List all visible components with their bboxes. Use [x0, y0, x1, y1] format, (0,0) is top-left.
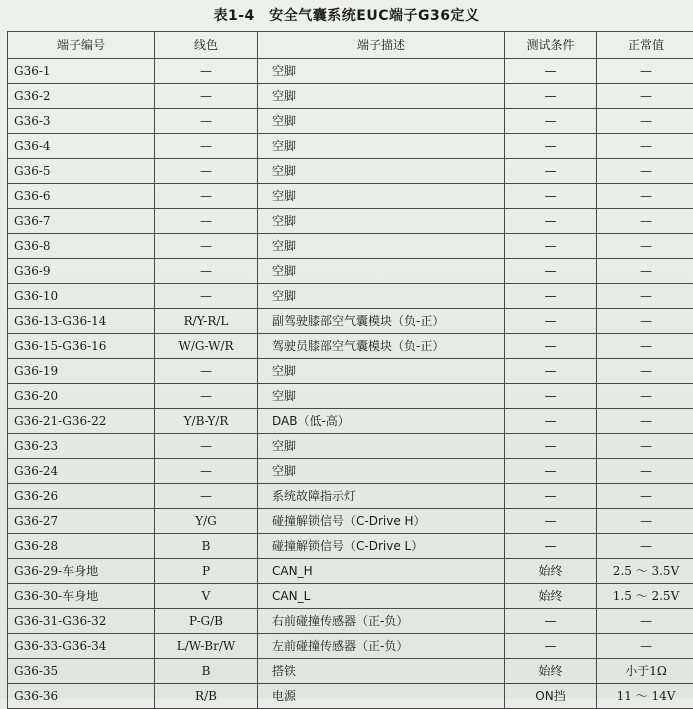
table-row: [8, 509, 693, 534]
wire-color-cell: Y/B-Y/R: [155, 409, 258, 434]
pin-description-cell: 空脚: [258, 284, 505, 309]
table-body: [8, 59, 693, 709]
normal-value-cell: —: [597, 209, 693, 234]
normal-value-cell: —: [597, 484, 693, 509]
table-row: [8, 609, 693, 634]
pin-number-cell: G36-26: [8, 484, 155, 509]
table-row: [8, 334, 693, 359]
wire-color-cell: —: [155, 384, 258, 409]
pin-definition-table: [7, 31, 693, 709]
wire-color-cell: B: [155, 534, 258, 559]
test-condition-cell: —: [505, 534, 597, 559]
table-row: [8, 384, 693, 409]
normal-value-cell: —: [597, 284, 693, 309]
pin-description-cell: 右前碰撞传感器（正-负）: [258, 609, 505, 634]
pin-number-cell: G36-15-G36-16: [8, 334, 155, 359]
table-row: [8, 84, 693, 109]
pin-description-cell: 空脚: [258, 259, 505, 284]
wire-color-cell: R/Y-R/L: [155, 309, 258, 334]
pin-description-cell: 空脚: [258, 234, 505, 259]
normal-value-cell: —: [597, 59, 693, 84]
wire-color-cell: —: [155, 434, 258, 459]
wire-color-cell: —: [155, 59, 258, 84]
wire-color-cell: —: [155, 234, 258, 259]
table-row: [8, 559, 693, 584]
test-condition-cell: —: [505, 334, 597, 359]
table-row: [8, 584, 693, 609]
pin-description-cell: 搭铁: [258, 659, 505, 684]
test-condition-cell: —: [505, 259, 597, 284]
pin-description-cell: 空脚: [258, 459, 505, 484]
pin-description-cell: 电源: [258, 684, 505, 709]
table-row: [8, 309, 693, 334]
wire-color-cell: —: [155, 459, 258, 484]
test-condition-cell: —: [505, 609, 597, 634]
table-row: [8, 109, 693, 134]
pin-description-cell: 空脚: [258, 134, 505, 159]
wire-color-cell: L/W-Br/W: [155, 634, 258, 659]
normal-value-cell: —: [597, 109, 693, 134]
test-condition-cell: —: [505, 109, 597, 134]
pin-number-cell: G36-24: [8, 459, 155, 484]
table-row: [8, 634, 693, 659]
header-pin-number: 端子编号: [8, 32, 155, 59]
table-row: [8, 484, 693, 509]
pin-number-cell: G36-13-G36-14: [8, 309, 155, 334]
test-condition-cell: —: [505, 234, 597, 259]
table-row: [8, 134, 693, 159]
test-condition-cell: —: [505, 484, 597, 509]
test-condition-cell: —: [505, 409, 597, 434]
pin-description-cell: CAN_L: [258, 584, 505, 609]
pin-number-cell: G36-36: [8, 684, 155, 709]
normal-value-cell: —: [597, 459, 693, 484]
pin-description-cell: 空脚: [258, 184, 505, 209]
table-row: [8, 459, 693, 484]
pin-number-cell: G36-33-G36-34: [8, 634, 155, 659]
test-condition-cell: —: [505, 384, 597, 409]
wire-color-cell: P: [155, 559, 258, 584]
normal-value-cell: —: [597, 609, 693, 634]
test-condition-cell: —: [505, 509, 597, 534]
table-row: [8, 684, 693, 709]
wire-color-cell: P-G/B: [155, 609, 258, 634]
pin-description-cell: 空脚: [258, 209, 505, 234]
test-condition-cell: —: [505, 284, 597, 309]
normal-value-cell: 11 ～ 14V: [597, 684, 693, 709]
normal-value-cell: —: [597, 134, 693, 159]
table-row: [8, 159, 693, 184]
test-condition-cell: —: [505, 84, 597, 109]
normal-value-cell: 2.5 ～ 3.5V: [597, 559, 693, 584]
pin-number-cell: G36-4: [8, 134, 155, 159]
pin-description-cell: 空脚: [258, 159, 505, 184]
wire-color-cell: —: [155, 134, 258, 159]
pin-number-cell: G36-31-G36-32: [8, 609, 155, 634]
wire-color-cell: —: [155, 259, 258, 284]
pin-number-cell: G36-10: [8, 284, 155, 309]
table-title: 表1-4 安全气囊系统EUC端子G36定义: [0, 6, 693, 26]
header-pin-description: 端子描述: [258, 32, 505, 59]
pin-description-cell: 左前碰撞传感器（正-负）: [258, 634, 505, 659]
header-normal-value: 正常值: [597, 32, 693, 59]
wire-color-cell: —: [155, 159, 258, 184]
normal-value-cell: —: [597, 159, 693, 184]
test-condition-cell: —: [505, 359, 597, 384]
pin-number-cell: G36-8: [8, 234, 155, 259]
pin-number-cell: G36-19: [8, 359, 155, 384]
pin-description-cell: 碰撞解锁信号（C-Drive L）: [258, 534, 505, 559]
pin-description-cell: 空脚: [258, 384, 505, 409]
test-condition-cell: —: [505, 434, 597, 459]
test-condition-cell: 始终: [505, 559, 597, 584]
pin-number-cell: G36-27: [8, 509, 155, 534]
pin-description-cell: 碰撞解锁信号（C-Drive H）: [258, 509, 505, 534]
pin-number-cell: G36-29-车身地: [8, 559, 155, 584]
pin-number-cell: G36-21-G36-22: [8, 409, 155, 434]
test-condition-cell: —: [505, 634, 597, 659]
wire-color-cell: —: [155, 284, 258, 309]
pin-number-cell: G36-20: [8, 384, 155, 409]
wire-color-cell: W/G-W/R: [155, 334, 258, 359]
pin-number-cell: G36-2: [8, 84, 155, 109]
test-condition-cell: —: [505, 134, 597, 159]
pin-number-cell: G36-9: [8, 259, 155, 284]
normal-value-cell: —: [597, 634, 693, 659]
table-header-row: [8, 32, 693, 59]
wire-color-cell: —: [155, 359, 258, 384]
table-row: [8, 284, 693, 309]
wire-color-cell: Y/G: [155, 509, 258, 534]
test-condition-cell: 始终: [505, 659, 597, 684]
pin-number-cell: G36-6: [8, 184, 155, 209]
wire-color-cell: V: [155, 584, 258, 609]
normal-value-cell: —: [597, 534, 693, 559]
normal-value-cell: —: [597, 309, 693, 334]
table-row: [8, 209, 693, 234]
wire-color-cell: —: [155, 184, 258, 209]
pin-number-cell: G36-5: [8, 159, 155, 184]
test-condition-cell: 始终: [505, 584, 597, 609]
pin-number-cell: G36-1: [8, 59, 155, 84]
table-row: [8, 359, 693, 384]
normal-value-cell: —: [597, 509, 693, 534]
pin-description-cell: 副驾驶膝部空气囊模块（负-正）: [258, 309, 505, 334]
normal-value-cell: —: [597, 334, 693, 359]
test-condition-cell: —: [505, 184, 597, 209]
pin-description-cell: CAN_H: [258, 559, 505, 584]
wire-color-cell: —: [155, 484, 258, 509]
table-row: [8, 534, 693, 559]
normal-value-cell: —: [597, 359, 693, 384]
pin-number-cell: G36-30-车身地: [8, 584, 155, 609]
header-test-condition: 测试条件: [505, 32, 597, 59]
table-row: [8, 59, 693, 84]
wire-color-cell: R/B: [155, 684, 258, 709]
table-row: [8, 259, 693, 284]
table-row: [8, 234, 693, 259]
table-row: [8, 409, 693, 434]
pin-description-cell: 空脚: [258, 109, 505, 134]
pin-description-cell: 空脚: [258, 359, 505, 384]
pin-number-cell: G36-7: [8, 209, 155, 234]
pin-number-cell: G36-28: [8, 534, 155, 559]
normal-value-cell: —: [597, 384, 693, 409]
wire-color-cell: —: [155, 84, 258, 109]
test-condition-cell: —: [505, 209, 597, 234]
table-row: [8, 184, 693, 209]
table-row: [8, 659, 693, 684]
test-condition-cell: —: [505, 159, 597, 184]
header-wire-color: 线色: [155, 32, 258, 59]
test-condition-cell: ON挡: [505, 684, 597, 709]
normal-value-cell: —: [597, 234, 693, 259]
pin-description-cell: DAB（低-高）: [258, 409, 505, 434]
pin-number-cell: G36-23: [8, 434, 155, 459]
pin-number-cell: G36-3: [8, 109, 155, 134]
test-condition-cell: —: [505, 59, 597, 84]
test-condition-cell: —: [505, 309, 597, 334]
wire-color-cell: B: [155, 659, 258, 684]
normal-value-cell: 1.5 ～ 2.5V: [597, 584, 693, 609]
pin-description-cell: 空脚: [258, 84, 505, 109]
normal-value-cell: —: [597, 409, 693, 434]
pin-description-cell: 系统故障指示灯: [258, 484, 505, 509]
wire-color-cell: —: [155, 109, 258, 134]
normal-value-cell: —: [597, 259, 693, 284]
pin-description-cell: 空脚: [258, 434, 505, 459]
normal-value-cell: —: [597, 84, 693, 109]
table-row: [8, 434, 693, 459]
wire-color-cell: —: [155, 209, 258, 234]
normal-value-cell: —: [597, 184, 693, 209]
test-condition-cell: —: [505, 459, 597, 484]
pin-description-cell: 空脚: [258, 59, 505, 84]
pin-number-cell: G36-35: [8, 659, 155, 684]
normal-value-cell: —: [597, 434, 693, 459]
pin-description-cell: 驾驶员膝部空气囊模块（负-正）: [258, 334, 505, 359]
normal-value-cell: 小于1Ω: [597, 659, 693, 684]
